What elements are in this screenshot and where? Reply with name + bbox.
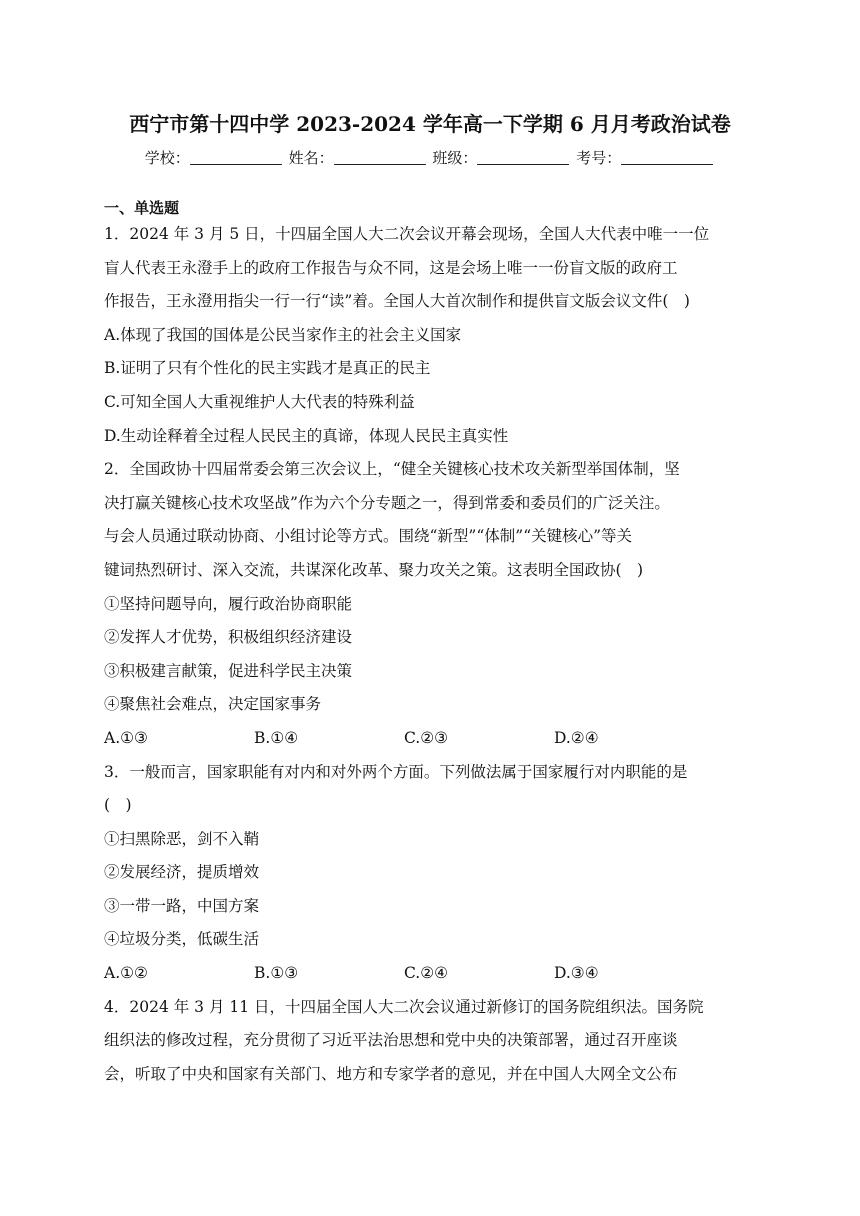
class-label: 班级： [432,149,478,167]
question-3-line: 3．一般而言，国家职能有对内和对外两个方面。下列做法属于国家履行对内职能的是 [104,762,688,781]
name-blank[interactable] [334,150,426,165]
question-3-line: ( ) [104,796,132,815]
question-2-options [104,722,764,756]
question-3-option-b[interactable]: B.①③ [254,964,299,983]
question-1-option-d[interactable]: D.生动诠释着全过程人民民主的真谛，体现人民民主真实性 [104,426,509,445]
question-3-options [104,957,764,991]
question-1-line: 盲人代表王永澄手上的政府工作报告与众不同，这是会场上唯一一份盲文版的政府工 [104,258,678,277]
question-2-item: ③积极建言献策，促进科学民主决策 [104,661,353,680]
question-3-item: ①扫黑除恶，剑不入鞘 [104,829,260,848]
question-2-item: ①坚持问题导向，履行政治协商职能 [104,594,353,613]
question-2-line: 2．全国政协十四届常委会第三次会议上，“健全关键核心技术攻关新型举国体制，坚 [104,460,680,479]
question-1-option-a[interactable]: A.体现了我国的国体是公民当家作主的社会主义国家 [104,325,462,344]
class-blank[interactable] [477,150,569,165]
section-title: 一、单选题 [104,199,180,217]
questions [104,218,764,1091]
question-2-option-d[interactable]: D.②④ [554,728,599,747]
school-blank[interactable] [190,150,282,165]
question-2-option-b[interactable]: B.①④ [254,728,299,747]
name-field[interactable] [289,146,428,170]
question-4-line: 4．2024 年 3 月 11 日，十四届全国人大二次会议通过新修订的国务院组织法。国务院 [104,997,704,1016]
name-label: 姓名： [288,149,334,167]
question-3-option-c[interactable]: C.②④ [404,964,449,983]
exam-number-label: 考号： [576,149,622,167]
question-2-item: ②发挥人才优势，积极组织经济建设 [104,628,353,647]
question-3-item: ④垃圾分类，低碳生活 [104,930,260,949]
question-3-item: ③一带一路，中国方案 [104,896,260,915]
class-field[interactable] [432,146,571,170]
student-info-row [0,146,860,170]
question-2-line: 键词热烈研讨、深入交流，共谋深化改革、聚力攻关之策。这表明全国政协( ) [104,560,644,579]
question-3-item: ②发展经济，提质增效 [104,863,260,882]
question-1-line: 1．2024 年 3 月 5 日，十四届全国人大二次会议开幕会现场，全国人大代表中唯一一位 [104,225,710,243]
school-field[interactable] [145,146,284,170]
question-2-line: 与会人员通过联动协商、小组讨论等方式。围绕“新型”“体制”“关键核心”等关 [104,527,633,546]
exam-title: 西宁市第十四中学 2023-2024 学年高一下学期 6 月月考政治试卷 [129,112,731,136]
question-1-line: 作报告，王永澄用指尖一行一行“读”着。全国人大首次制作和提供盲文版会议文件( ) [104,292,690,311]
question-2-option-a[interactable]: A.①③ [104,728,148,747]
exam-number-field[interactable] [576,146,715,170]
question-4-line: 会，听取了中央和国家有关部门、地方和专家学者的意见，并在中国人大网全文公布 [104,1064,678,1083]
exam-number-blank[interactable] [621,150,713,165]
question-3-option-a[interactable]: A.①② [104,964,148,983]
question-2-option-c[interactable]: C.②③ [404,728,449,747]
question-2-line: 决打赢关键核心技术攻坚战”作为六个分专题之一，得到常委和委员们的广泛关注。 [104,493,670,512]
question-3-option-d[interactable]: D.③④ [554,964,599,983]
question-1-option-c[interactable]: C.可知全国人大重视维护人大代表的特殊利益 [104,392,415,411]
question-4-line: 组织法的修改过程，充分贯彻了习近平法治思想和党中央的决策部署，通过召开座谈 [104,1031,678,1050]
question-2-item: ④聚焦社会难点，决定国家事务 [104,695,322,714]
school-label: 学校： [144,149,190,167]
question-1-option-b[interactable]: B.证明了只有个性化的民主实践才是真正的民主 [104,359,431,378]
